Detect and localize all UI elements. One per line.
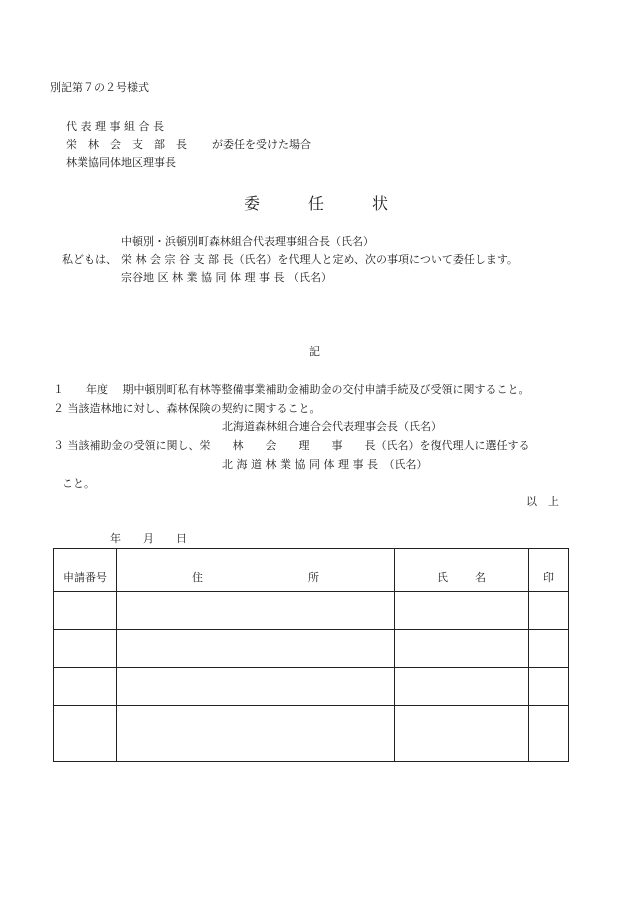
col-seal: 印 [529, 549, 569, 592]
col-application-number: 申請番号 [54, 549, 117, 592]
intro-option-3: 宗谷地 区 林 業 協 同 体 理 事 長 （氏名） [121, 271, 332, 284]
document-title: 委 任 状 [244, 194, 389, 213]
cell-seal[interactable] [529, 706, 569, 762]
intro-option-1: 中頓別・浜頓別町森林組合代表理事組合長（氏名） [121, 235, 374, 248]
col-name-char-2: 名 [475, 571, 486, 584]
cell-address[interactable] [117, 630, 395, 668]
header-option-2: 栄 林 会 支 部 長 [66, 138, 187, 151]
col-address-char-1: 住 [192, 571, 203, 584]
cell-application-number[interactable] [54, 630, 117, 668]
item-3: ３ 当該補助金の受領に関し、栄 林 会 理 事 長（氏名）を復代理人に選任する [53, 439, 530, 452]
table-row [54, 592, 569, 630]
cell-name[interactable] [395, 592, 529, 630]
table-row [54, 668, 569, 706]
col-name-char-1: 氏 [437, 571, 448, 584]
item-2: ２ 当該造林地に対し、森林保険の契約に関すること。 [53, 402, 321, 415]
cell-name[interactable] [395, 630, 529, 668]
header-option-1: 代 表 理 事 組 合 長 [66, 120, 164, 133]
cell-address[interactable] [117, 668, 395, 706]
cell-seal[interactable] [529, 630, 569, 668]
applicant-table [53, 548, 569, 762]
form-number: 別記第７の２号様式 [50, 81, 149, 94]
closing-mark: 以 上 [526, 495, 559, 508]
table-header-row [54, 549, 569, 592]
cell-seal[interactable] [529, 668, 569, 706]
cell-name[interactable] [395, 706, 529, 762]
item-3-alt-above: 北海道森林組合連合会代表理事会長（氏名） [222, 420, 442, 433]
date-line: 年 月 日 [110, 532, 187, 545]
table-row [54, 706, 569, 762]
header-option-suffix: が委任を受けた場合 [212, 138, 311, 151]
item-1: １ 年度 期中頓別町私有林等整備事業補助金補助金の交付申請手続及び受領に関すること。 [53, 383, 530, 396]
header-option-3: 林業協同体地区理事長 [66, 156, 176, 169]
cell-application-number[interactable] [54, 592, 117, 630]
col-address [117, 549, 395, 592]
col-name [395, 549, 529, 592]
cell-seal[interactable] [529, 592, 569, 630]
cell-application-number[interactable] [54, 668, 117, 706]
cell-application-number[interactable] [54, 706, 117, 762]
ki-heading: 記 [309, 345, 320, 358]
table-row [54, 630, 569, 668]
col-address-char-2: 所 [308, 571, 319, 584]
cell-address[interactable] [117, 706, 395, 762]
cell-address[interactable] [117, 592, 395, 630]
intro-option-2: 栄 林 会 宗 谷 支 部 長（氏名）を代理人と定め、次の事項について委任します。 [121, 253, 518, 266]
cell-name[interactable] [395, 668, 529, 706]
item-3-alt-below: 北 海 道 林 業 協 同 体 理 事 長 （氏名） [222, 458, 428, 471]
item-3-end: こと。 [62, 477, 95, 490]
intro-prefix: 私どもは、 [62, 253, 117, 266]
